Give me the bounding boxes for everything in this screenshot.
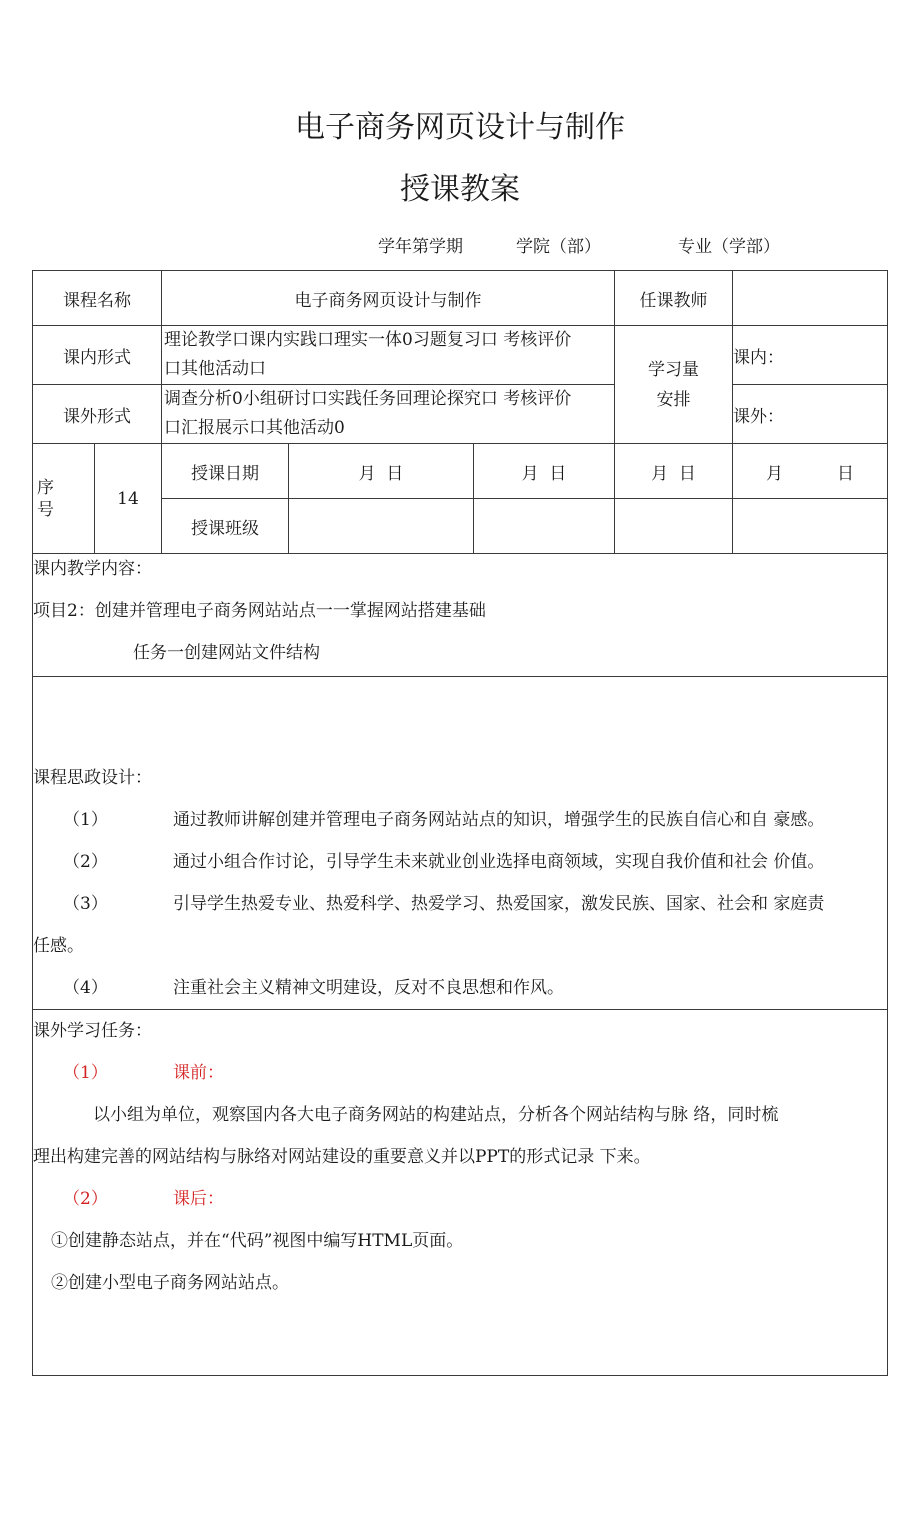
in-class-form-row [33, 326, 888, 385]
semester-field: 学年第学期 [378, 237, 463, 257]
in-class-form-options [162, 326, 615, 385]
class-cell-2 [474, 499, 615, 554]
date-cell-2: 月 日 [474, 444, 615, 499]
out-class-hours: 课外： [733, 385, 888, 444]
homework-before-line1: 以小组为单位，观察国内各大电子商务网站的构建站点，分析各个网站结构与脉 络，同时梳 [93, 1105, 779, 1125]
ideology-num-3: （3） [63, 894, 108, 914]
college-field: 学院（部） [516, 237, 601, 257]
homework-after-item-2: ②创建小型电子商务网站站点。 [51, 1273, 289, 1293]
date-cell-4: 月 日 [733, 444, 888, 499]
teacher-value [733, 271, 888, 326]
out-class-form-line2: 口汇报展示口其他活动0 [164, 418, 345, 438]
date-row [33, 444, 888, 499]
class-row [33, 499, 888, 554]
homework-after [33, 1178, 887, 1220]
in-class-form-label: 课内形式 [33, 326, 162, 385]
out-class-form-label: 课外形式 [33, 385, 162, 444]
homework-section [33, 1010, 888, 1376]
ideology-text-2: 通过小组合作讨论，引导学生未来就业创业选择电商领域，实现自我价值和社会 价值。 [173, 852, 825, 872]
ideology-num-2: （2） [63, 852, 108, 872]
homework-before-num: （1） [63, 1063, 108, 1083]
study-load-label-1: 学习量 [648, 359, 700, 380]
content-row [33, 554, 888, 677]
lesson-plan-table [32, 270, 888, 1376]
out-class-form-row [33, 385, 888, 444]
ideology-section [33, 677, 888, 1010]
ideology-item-2 [33, 841, 887, 883]
seq-value: 14 [95, 444, 162, 554]
ideology-item-3-cont: 任感。 [33, 936, 84, 956]
homework-after-num: （2） [63, 1189, 108, 1209]
in-class-hours: 课内： [733, 326, 888, 385]
date-cell-3: 月 日 [615, 444, 733, 499]
homework-row [33, 1010, 888, 1376]
ideology-item-4 [33, 967, 887, 1009]
ideology-text-1: 通过教师讲解创建并管理电子商务网站站点的知识，增强学生的民族自信心和自 豪感。 [173, 810, 825, 830]
seq-label-2: 号 [37, 499, 54, 520]
content-project: 项目2：创建并管理电子商务网站站点一一掌握网站搭建基础 [33, 601, 486, 621]
ideology-text-4: 注重社会主义精神文明建设，反对不良思想和作风。 [173, 978, 564, 998]
ideology-heading: 课程思政设计： [33, 768, 152, 788]
content-heading: 课内教学内容： [33, 559, 152, 579]
homework-after-item-1: ①创建静态站点，并在“代码”视图中编写HTML页面。 [51, 1231, 464, 1251]
date-cell-1: 月 日 [289, 444, 474, 499]
content-task: 任务一创建网站文件结构 [133, 643, 320, 663]
document-subtitle: 授课教案 [400, 172, 520, 207]
course-name-value: 电子商务网页设计与制作 [162, 271, 615, 326]
homework-before-line2: 理出构建完善的网站结构与脉络对网站建设的重要意义并以PPT的形式记录 下来。 [33, 1147, 651, 1167]
class-label: 授课班级 [162, 499, 289, 554]
class-cell-3 [615, 499, 733, 554]
teacher-label: 任课教师 [615, 271, 733, 326]
class-cell-1 [289, 499, 474, 554]
date-label: 授课日期 [162, 444, 289, 499]
seq-label-1: 序 [37, 477, 54, 498]
document-title: 电子商务网页设计与制作 [295, 110, 625, 145]
ideology-num-4: （4） [63, 978, 108, 998]
course-name-label: 课程名称 [33, 271, 162, 326]
in-class-form-line2: 口其他活动口 [164, 359, 266, 379]
ideology-row [33, 677, 888, 1010]
homework-before-label: 课前： [173, 1063, 224, 1083]
ideology-item-3 [33, 883, 887, 925]
out-class-form-options [162, 385, 615, 444]
in-class-form-line1: 理论教学口课内实践口理实一体0习题复习口 考核评价 [164, 330, 572, 350]
course-name-row [33, 271, 888, 326]
study-load-label-2: 安排 [656, 389, 691, 410]
ideology-num-1: （1） [63, 810, 108, 830]
homework-before [33, 1052, 887, 1094]
homework-after-label: 课后： [173, 1189, 224, 1209]
seq-label [33, 444, 95, 554]
ideology-text-3: 引导学生热爱专业、热爱科学、热爱学习、热爱国家，激发民族、国家、社会和 家庭责 [173, 894, 825, 914]
major-field: 专业（学部） [678, 237, 780, 257]
content-section [33, 554, 888, 677]
study-load-label [615, 326, 733, 444]
ideology-item-1 [33, 799, 887, 841]
out-class-form-line1: 调查分析0小组研讨口实践任务回理论探究口 考核评价 [164, 389, 572, 409]
class-cell-4 [733, 499, 888, 554]
homework-heading: 课外学习任务： [33, 1021, 152, 1041]
